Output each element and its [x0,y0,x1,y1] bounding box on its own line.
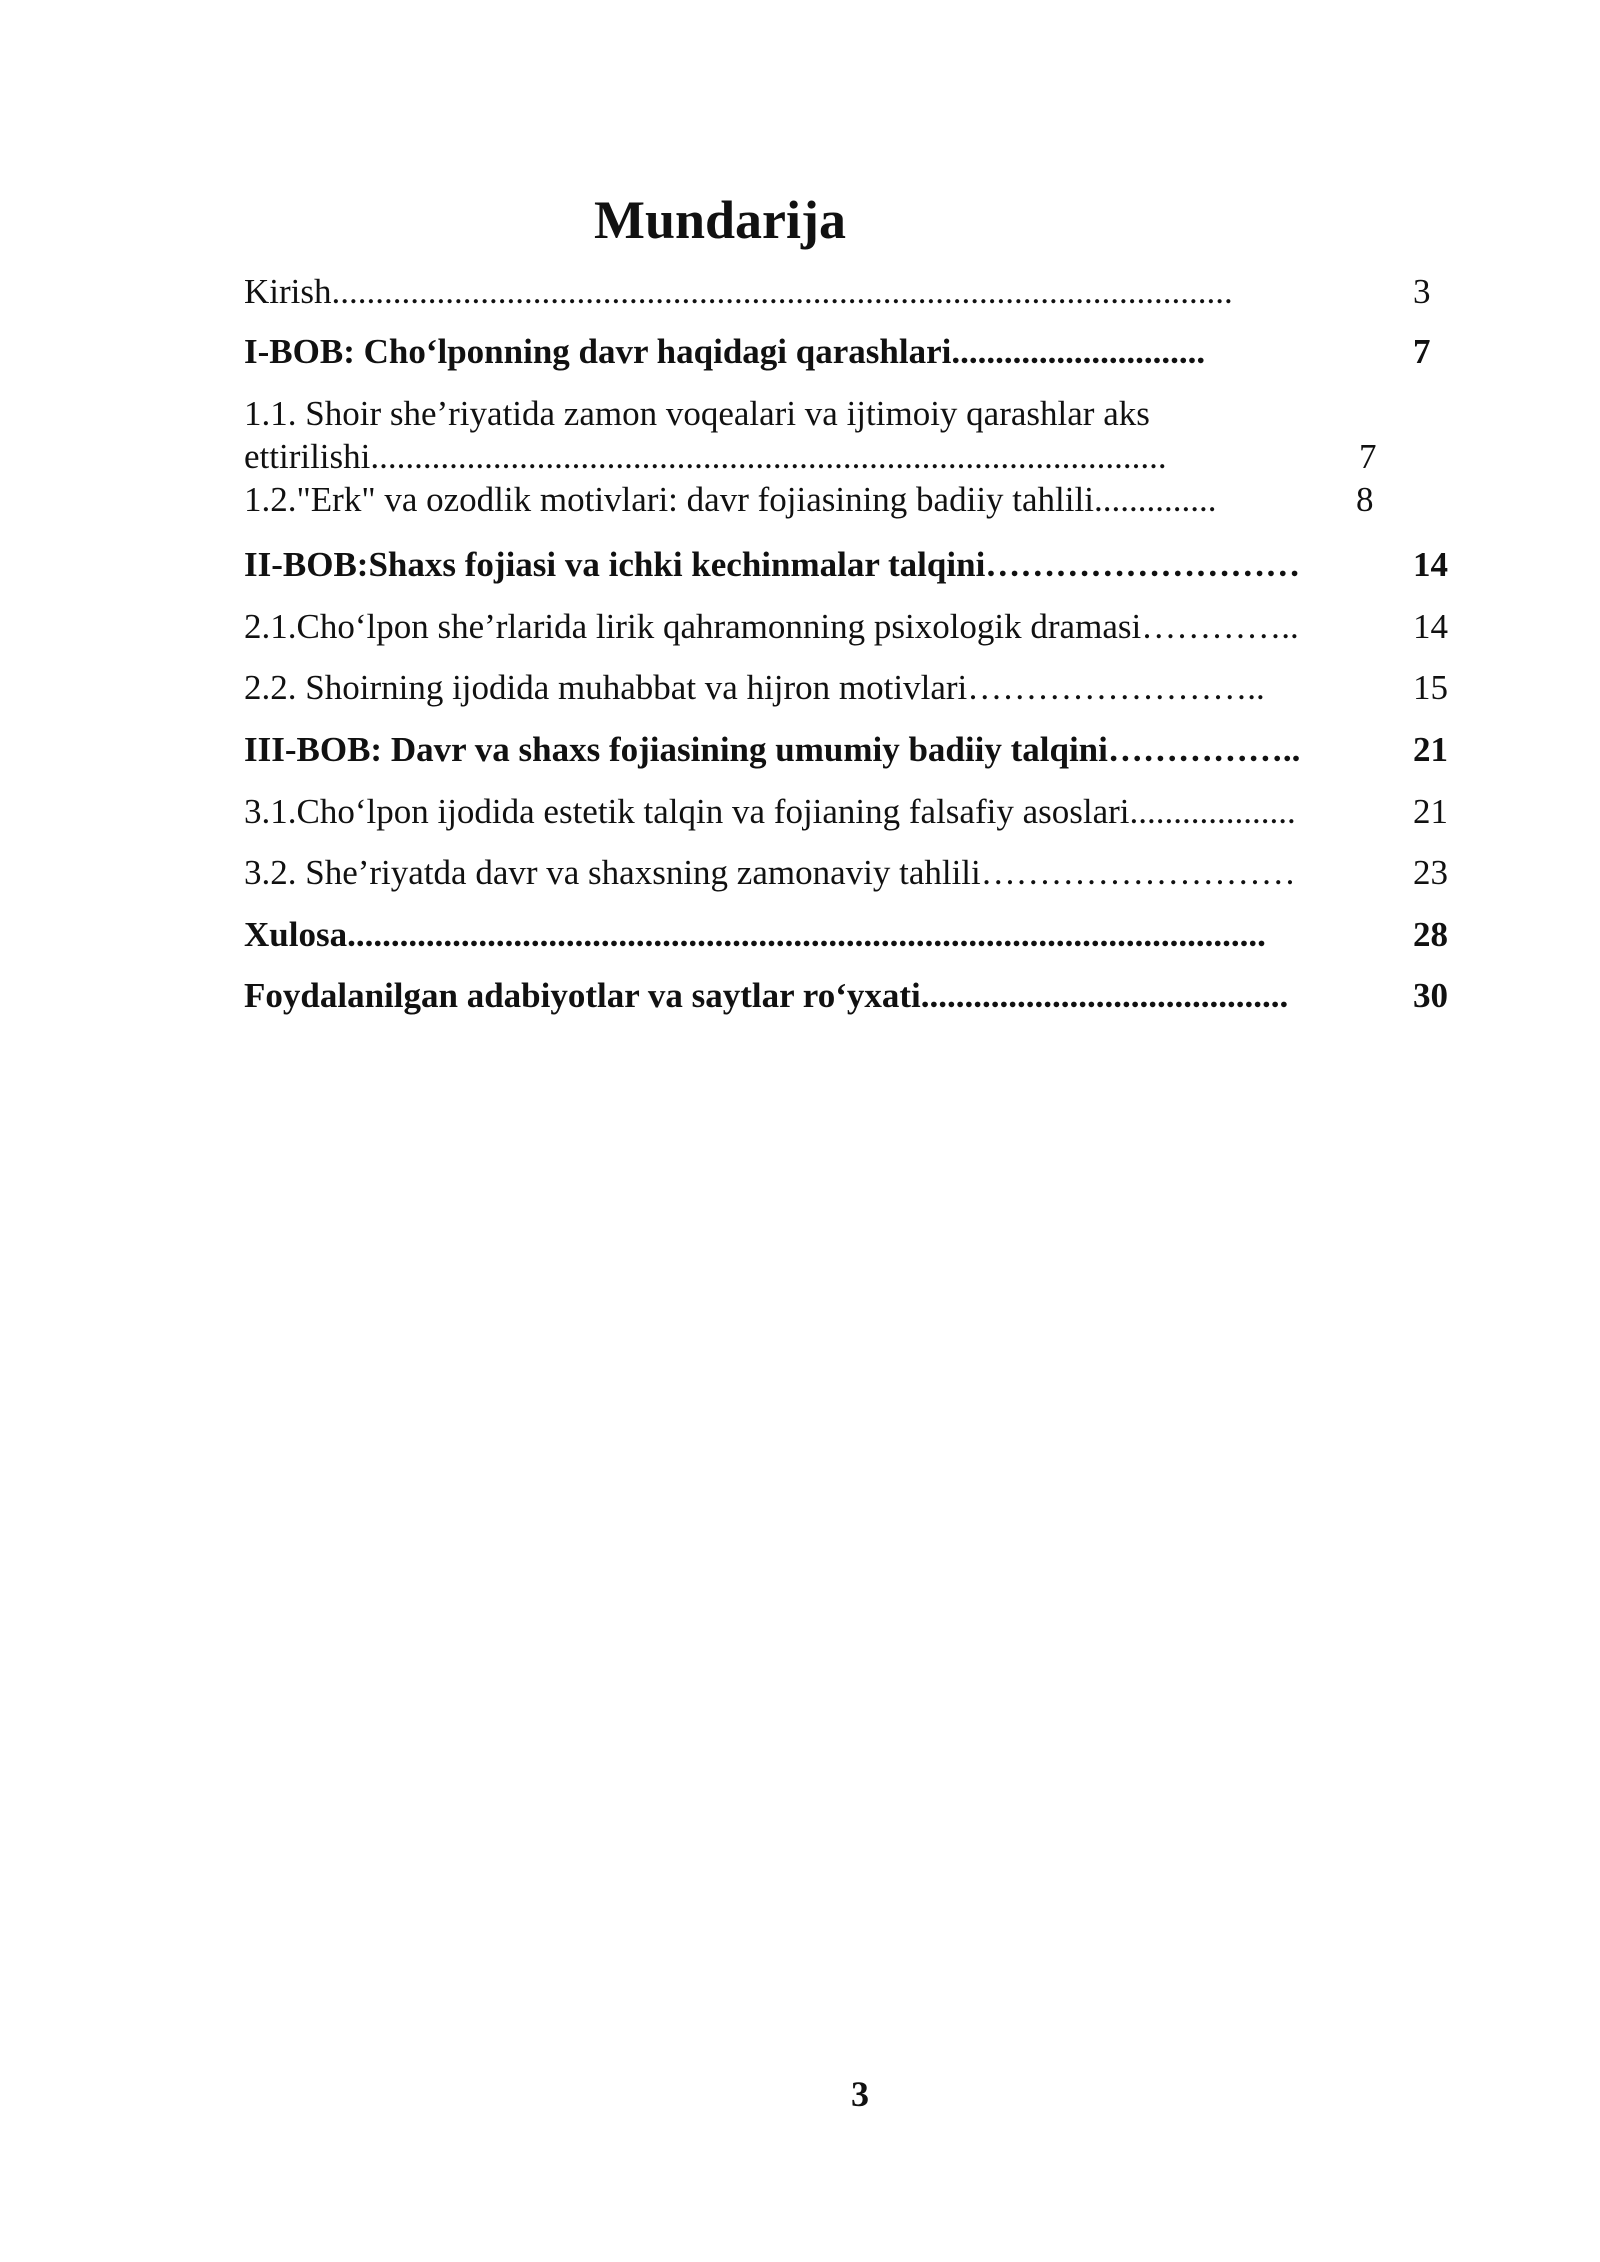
toc-entry-section-1-1-line2: ettirilishi........................................................................................... [244,437,1167,476]
toc-page-chapter-3: 21 [1413,730,1448,769]
toc-page-conclusion: 28 [1413,915,1448,954]
toc-page-chapter-1: 7 [1413,332,1431,371]
toc-page-section-3-2: 23 [1413,853,1448,892]
page-number: 3 [851,2074,869,2114]
toc-page-kirish: 3 [1413,272,1431,311]
toc-entry-section-3-1: 3.1.Cho‘lpon ijodida estetik talqin va fojianing falsafiy asoslari................... [244,792,1296,831]
toc-entry-section-2-2: 2.2. Shoirning ijodida muhabbat va hijron motivlari…………………….. [244,668,1265,707]
toc-entry-references: Foydalanilgan adabiyotlar va saytlar ro‘yxati.......................................... [244,976,1289,1015]
toc-entry-chapter-2: II-BOB:Shaxs fojiasi va ichki kechinmalar talqini……………………… [244,545,1301,584]
toc-page-chapter-2: 14 [1413,545,1448,584]
toc-page-section-2-1: 14 [1413,607,1448,646]
toc-entry-conclusion: Xulosa......................................................................................................... [244,915,1266,954]
toc-entry-kirish: Kirish....................................................................................................... [244,272,1233,311]
toc-page-section-1-1: 7 [1359,437,1377,476]
toc-entry-section-2-1: 2.1.Cho‘lpon she’rlarida lirik qahramonning psixologik dramasi………….. [244,607,1299,646]
toc-entry-section-1-2: 1.2."Erk" va ozodlik motivlari: davr fojiasining badiiy tahlili.............. [244,480,1217,519]
page-title: Mundarija [593,190,847,250]
toc-page-references: 30 [1413,976,1448,1015]
toc-entry-section-1-1-line1: 1.1. Shoir she’riyatida zamon voqealari va ijtimoiy qarashlar aks [244,394,1150,433]
toc-entry-section-3-2: 3.2. She’riyatda davr va shaxsning zamonaviy tahlili……………………… [244,853,1296,892]
toc-page-section-3-1: 21 [1413,792,1448,831]
toc-page-section-2-2: 15 [1413,668,1448,707]
toc-entry-chapter-3: III-BOB: Davr va shaxs fojiasining umumiy badiiy talqini…………….. [244,730,1301,769]
toc-entry-chapter-1: I-BOB: Cho‘lponning davr haqidagi qarashlari............................. [244,332,1206,371]
toc-page-section-1-2: 8 [1356,480,1374,519]
